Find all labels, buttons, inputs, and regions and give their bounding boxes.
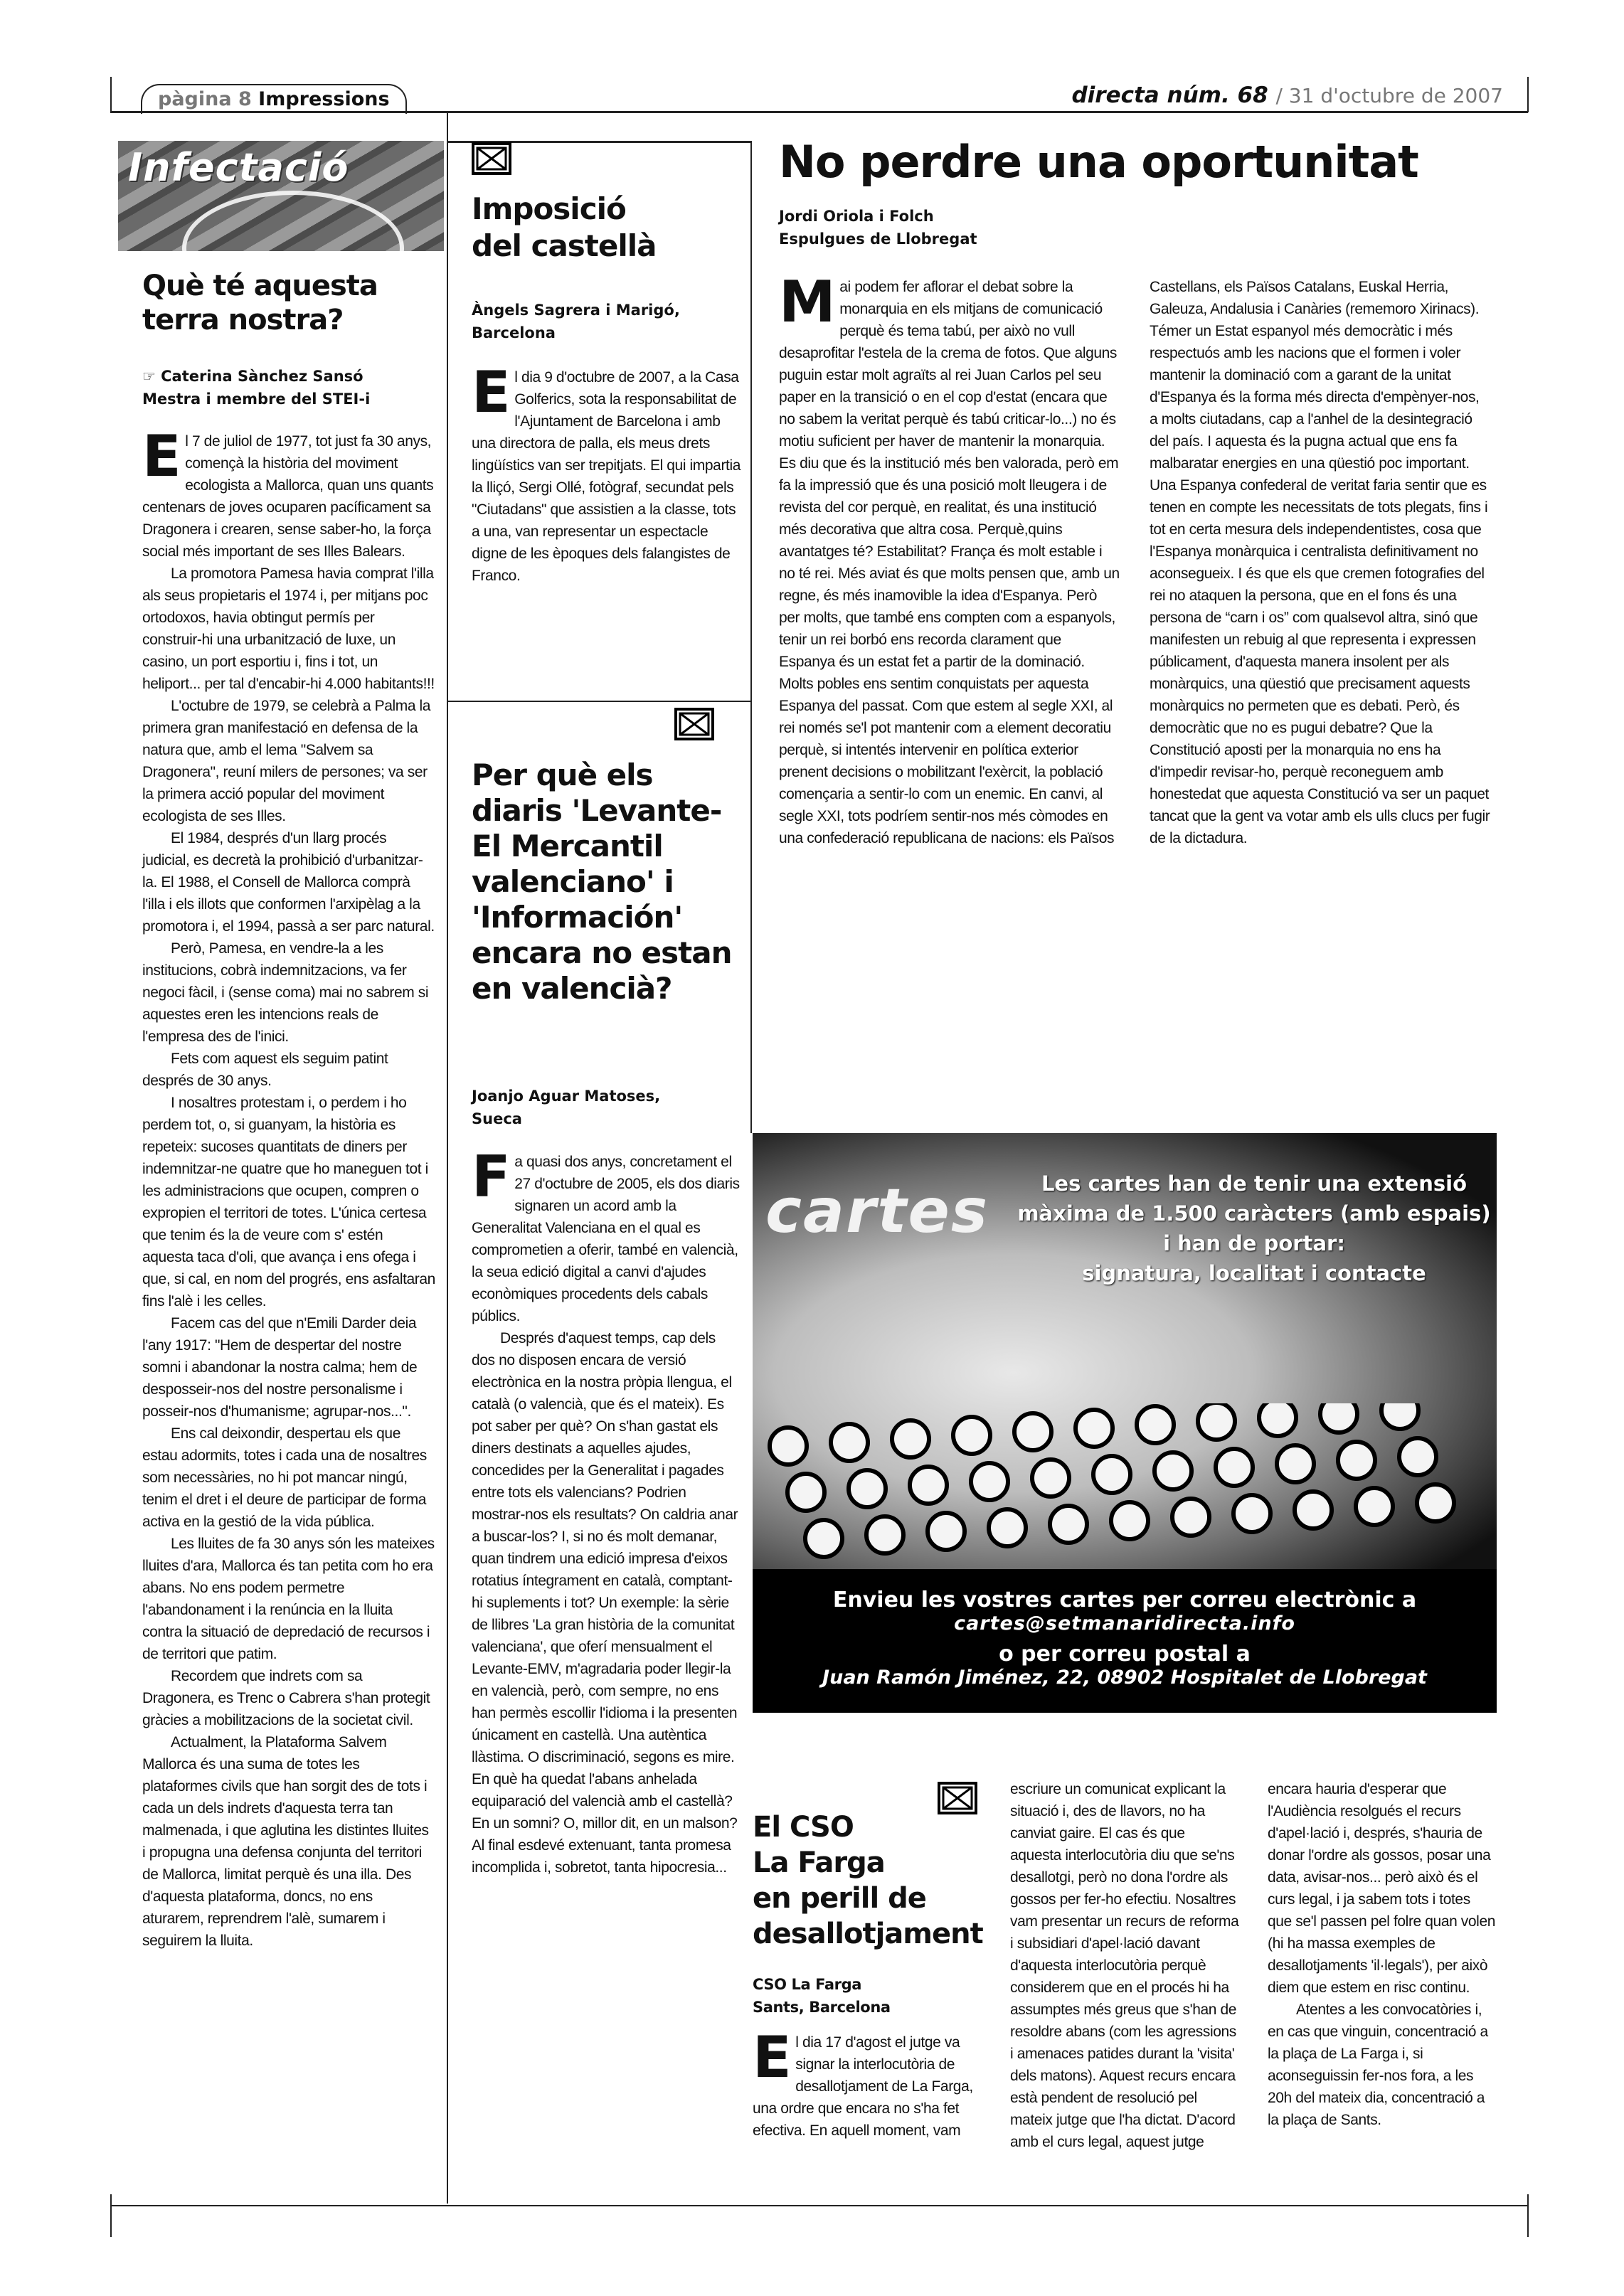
issue-date: / 31 d'octubre de 2007 [1275, 84, 1503, 107]
author-name: Àngels Sagrera i Marigó, [472, 302, 680, 319]
typewriter-key [1417, 1484, 1454, 1521]
article-body [142, 423, 435, 1952]
typewriter-key [910, 1467, 947, 1504]
typewriter-key [1233, 1495, 1270, 1532]
typewriter-key [1093, 1456, 1130, 1493]
author-role: Mestra i membre del STEI-i [142, 390, 371, 408]
paragraph: Fets com aquest els seguim patint després de 30 anys. [142, 1051, 388, 1089]
author-name: CSO La Farga [753, 1976, 861, 1993]
title-line: Imposició [472, 191, 626, 226]
paragraph: El 7 de juliol de 1977, tot just fa 30 anys, començà la història del moviment ecologista a Mallorca, quan uns quants centenars de joves ocuparen pacíficament sa Dragonera i crearen, sense saber-ho, la força social més important de ses Illes Balears. [142, 423, 434, 560]
left-margin-rule-bottom [110, 2194, 112, 2237]
typewriter-key [989, 1509, 1026, 1546]
typewriter-key [928, 1513, 965, 1550]
typewriter-key [1050, 1506, 1087, 1543]
title-line: del castellà [472, 228, 657, 263]
section-name: Impressions [258, 88, 390, 110]
page-section-tab [141, 84, 407, 114]
rule-line: màxima de 1.500 caràcters (amb espais) [1017, 1201, 1491, 1226]
paragraph: Actualment, la Plataforma Salvem Mallorca és una suma de totes les plataformes civils que han sorgit des de tots i cada un dels indrets d'aquesta terra tan malmenada, i que aglutina les distintes lluites i propugna una defensa conjunta del territori de Mallorca, limitat perquè és una illa. Des d'aquesta plataforma, doncs, no ens aturarem, reprendrem l'alè, sumarem i seguirem la lluita. [142, 1734, 429, 1949]
typewriter-key [1137, 1406, 1174, 1443]
title-line: desallotjament [753, 1918, 983, 1950]
article-title [472, 191, 742, 265]
typewriter-key [1277, 1445, 1314, 1482]
typewriter-key [1295, 1492, 1332, 1529]
title-line: en perill de [753, 1882, 926, 1915]
paragraph: Fa quasi dos anys, concretament el 27 d'octubre de 2005, els dos diaris signaren un acord amb la Generalitat Valenciana en el qual es comprometien a oferir, també en valencià, la seua edició digital a canvi d'ajudes econòmiques procedents dels cabals públics. [472, 1144, 740, 1324]
article-byline [472, 1085, 742, 1130]
typewriter-key [1198, 1403, 1235, 1440]
typewriter-key [1111, 1502, 1148, 1539]
article-byline [142, 365, 434, 410]
paragraph: Mai podem fer aflorar el debat sobre la monarquia en els mitjans de comunicació perquè és tema tabú, per això no vull desaprofitar l'estela de la crema de fotos. Que alguns puguin estar molt agraïts al rei Juan Carlos pel seu paper en la transició o en el cop d'estat (encara que no sabem la veritat perquè és tabú criticar-lo...) no és motiu suficient per haver de mantenir la monarquia. Es diu que és la institució més ben valorada, però em fa la impressió que és una posició molt lleugera i de revista del cor perquè, en realitat, és una institució més decorativa que altra cosa. Perquè,quins avantatges té? Estabilitat? França és molt estable i no té rei. Més aviat és que molts pensen que, amb un regne, és més inamovible la idea d'Espanya. Però per molts, que també ens compten com a espanyols, tenir un rei borbó ens recorda clarament que Espanya és un estat fet a partir de la dominació. Molts pobles ens sentim conquistats per aquesta Espanya del passat. Com que estem al segle XXI, al rei només se'l pot mantenir com a element decoratiu perquè, si intentés intervenir en política exterior prenent decisions o mobilitzant l'exèrcit, la població començaria a sentir-lo com un enemic. En canvi, al segle XXI, tots podríem sentir-nos més còmodes en una confederació republicana de nacions: els Països Castellans, els Països Catalans, Euskal Herria, Galeuza, Andalusia i Canàries (rememoro Xirinacs). Témer un Estat espanyol més democràtic i més respectuós amb les nacions que el formen i voler mantenir la dominació com a garant de la unitat d'Espanya és la forma més directa d'empènyer-nos, a molts ciutadans, cap a l'anhel de la desintegració del país. I aquesta és la pugna actual que ens fa malbaratar energies en una qüestió poc important. Una Espanya confederal de veritat faria sentir que es tenen en compte les necessitats de tots plegats, fins i tot en certa mesura dels independentistes, cosa que l'Espanya monàrquica i centralista definitivament no aconsegueix. I és que els que cremen fotografies del rei no ataquen la persona, que en el fons és una persona de “carn i os” com qualsevol altra, sinó que manifesten un rebuig al que representa i expressen públicament, d'aquesta manera insolent per als monàrquics, una qüestió que precisament aquests monàrquics no permeten que es debati. Però, és democràtic que no es pugui debatre? Que la Constitució aposti per la monarquia no ens ha d'impedir revisar-ho, perquè reconeguem amb honestedat que aquesta Constitució va ser un paquet tancat que la gent va votar amb els ulls clucs per fugir de la dictadura. [779, 269, 1490, 846]
paragraph: Les lluites de fa 30 anys són les mateixes lluites d'ara, Mallorca és tan petita com ho era abans. No ens podem permetre l'abandonament i la renúncia en la lluita contra la situació de depredació de recursos i de territori que patim. [142, 1536, 435, 1662]
rule-line: i han de portar: [1163, 1231, 1345, 1255]
article-title: No perdre una oportunitat [779, 136, 1418, 188]
paragraph: El 1984, després d'un llarg procés judicial, es decretà la prohibició d'urbanitzar-la. El 1988, el Consell de Mallorca comprà l'illa i els illots que conformen l'arxipèlag a la promotora i, el 1994, passà a ser parc natural. [142, 830, 435, 935]
paragraph: Recordem que indrets com sa Dragonera, es Trenc o Cabrera s'han protegit gràcies a mobilitzacions de la societat civil. [142, 1668, 430, 1728]
author-name: Joanjo Aguar Matoses, [472, 1088, 661, 1105]
paragraph: El dia 17 d'agost el jutge va signar la interlocutòria de desallotjament de La Farga, una ordre que encara no s'ha fet efectiva. En aquell moment, vam escriure un comunicat explicant la situació i, des de llavors, no ha canviat gaire. El cas és que aquesta interlocutòria diu que se'ns desallotgi, però no dona l'ordre als gossos per fer-ho efectiu. Nosaltres vam presentar un recurs de reforma i subsidiari d'apel·lació davant d'aquesta interlocutòria perquè considerem que en el procés hi ha assumptes més greus que s'han de resoldre abans (com les agressions i amenaces patides durant la 'visita' dels matons). Aquest recurs encara està pendent de resolució pel mateix jutge que l'ha dictat. D'acord amb el curs legal, aquest jutge encara hauria d'esperar que l'Audiència resolgués el recurs d'apel·lació i, després, s'hauria de donar l'ordre als gossos, posar una data, avisar-nos... però això és el curs legal, i ja sabem tots i totes que se'l passen pel folre quan volen (hi ha massa exemples de desallotjaments 'il·legals'), per això diem que estem en risc continu. [753, 1781, 1496, 2150]
paragraph: Després d'aquest temps, cap dels dos no disposen encara de versió electrònica en la nostra pròpia llengua, el català (o valencià, que és el mateix). Es pot saber per què? On s'han gastat els diners destinats a aquelles ajudes, concedides per la Generalitat i pagades entre tots els valencians? Podrien mostrar-nos els resultats? On caldria anar a buscar-los? I, si no és molt demanar, quan tindrem una edició impresa d'eixos rotatius íntegrament en català, comptant-hi suplements i tot? Un exemple: la sèrie de llibres 'La gran història de la comunitat valenciana', que oferí mensualment el Levante-EMV, m'agradaria poder llegir-la en valencià, però, com sempre, no ens han permès escollir l'idioma i la presenten únicament en castellà. Una autèntica llàstima. O discriminació, segons es mire. En què ha quedat l'abans anhelada equiparació del valencià amb el castellà? En un somni? O, millor dit, en un malson? Al final esdevé extenuant, tanta promesa incomplida i, sobretot, tanta hipocresia... [472, 1330, 738, 1876]
column-rule-1 [447, 112, 448, 2204]
letters-contact-band [753, 1578, 1497, 1713]
typewriter-keys-illustration [753, 1403, 1497, 1569]
article-body [472, 359, 742, 587]
article-byline [472, 299, 742, 344]
swirl-decoration [182, 191, 404, 251]
typewriter-key [892, 1420, 929, 1457]
typewriter-key [1381, 1403, 1418, 1429]
column-rule-2 [750, 141, 752, 1133]
typewriter-key [1155, 1452, 1192, 1489]
article-byline [779, 205, 1206, 250]
paragraph: Facem cas del que n'Emili Darder deia l'any 1917: "Hem de despertar del nostre somni i abandonar la nostra calma; hem de desposseir-nos del nostre personalisme i posseir-nos d'humanisme; agrupar-nos...". [142, 1315, 418, 1420]
letters-logo: cartes [765, 1176, 989, 1247]
paragraph: Ens cal deixondir, despertau els que estau adormits, totes i cada una de nosaltres som necessàries, no hi pot mancar ningú, tenim el dret i el deure de participar de forma activa en la gestió de la vida pública. [142, 1425, 427, 1530]
typewriter-key [971, 1463, 1008, 1500]
email-intro: Envieu les vostres cartes per correu electrònic a [832, 1588, 1417, 1612]
paragraph: I nosaltres protestam i, o perdem i ho perdem tot, o, si guanyam, la història es repeteix: sucoses quantitats de diners per indemnitzar-ne quatre que ho maneguen tot i les administracions que ocupen, compren o expropien el territori de totes. L'única certesa que tenim és la de veure com s' estén aquesta taca d'oli, que avança i ens ofega i que, si cal, en nom del progrés, ens asfaltaran fins l'alè i les celles. [142, 1095, 435, 1309]
paragraph: Atentes a les convocatòries i, en cas que vinguin, concentració a la plaça de La Farga i, si aconseguissin fer-nos fora, a les 20h del mateix dia, concentració a la plaça de Sants. [1268, 2002, 1488, 2128]
typewriter-key [1014, 1413, 1051, 1450]
typewriter-key [1259, 1403, 1296, 1436]
article-body [779, 269, 1490, 849]
letter-divider-rule [448, 701, 751, 702]
postal-intro: o per correu postal a [999, 1642, 1251, 1667]
letters-info-box [753, 1133, 1497, 1713]
issue-info [1071, 83, 1503, 108]
column-banner-title: Infectació [128, 145, 349, 190]
postal-address: Juan Ramón Jiménez, 22, 08902 Hospitalet de Llobregat [822, 1667, 1427, 1689]
paragraph: El dia 9 d'octubre de 2007, a la Casa Golferics, sota la responsabilitat de l'Ajuntament de Barcelona i amb una directora de palla, els meus drets lingüístics van ser trepitjats. El qui impartia la lliçó, Sergi Ollé, fotògraf, secundat pels "Ciutadans" que assistien a la classe, tots a una, van representar un espectacle digne de les èpoques dels falangistes de Franco. [472, 359, 741, 584]
left-margin-rule [110, 77, 112, 112]
author-name: Jordi Oriola i Folch [779, 208, 934, 225]
author-location: Sants, Barcelona [753, 1999, 891, 2016]
rule-line: signatura, localitat i contacte [1082, 1261, 1426, 1285]
article-title: Per què els diaris 'Levante-El Mercantil valenciano' i 'Información' encara no estan en valencià? [472, 758, 732, 1006]
rule-line: Les cartes han de tenir una extensió [1041, 1171, 1468, 1196]
envelope-icon [674, 708, 714, 740]
article-byline [753, 1973, 982, 2019]
typewriter-key [787, 1474, 824, 1511]
column-banner-image [118, 141, 444, 251]
right-margin-rule [1527, 77, 1529, 112]
typewriter-key [1356, 1488, 1393, 1525]
typewriter-key [953, 1417, 990, 1454]
author-name: ☞ Caterina Sànchez Sansó [142, 368, 363, 385]
article-title [753, 1809, 982, 1952]
paragraph: L'octubre de 1979, se celebrà a Palma la primera gran manifestació en defensa de la natura que, amb el lema "Salvem sa Dragonera", reuní milers de persones; va ser la primera acció popular del moviment ecologista de ses Illes. [142, 698, 431, 824]
typewriter-key [831, 1424, 868, 1461]
title-line: La Farga [753, 1846, 885, 1879]
typewriter-key [849, 1470, 886, 1507]
article-body [472, 1144, 742, 1878]
paragraph: Però, Pamesa, en vendre-la a les institucions, cobrà indemnitzacions, va fer negoci fàcil, i (sense coma) mai no sabrem si aquestes eren les intencions reals de l'empresa des de l'inici. [142, 940, 429, 1045]
typewriter-key [1216, 1449, 1253, 1486]
letters-rules [1016, 1169, 1492, 1288]
typewriter-key [1320, 1403, 1357, 1433]
paragraph: La promotora Pamesa havia comprat l'illa als seus propietaris el 1974 i, per mitjans poc ortodoxos, havia obtingut permís per construir-hi una urbanització de luxe, un casino, un port esportiu i, fins i tot, un heliport... per tal d'encabir-hi 4.000 habitants!!! [142, 565, 435, 692]
title-line: El CSO [753, 1811, 854, 1844]
author-location: Espulgues de Llobregat [779, 230, 977, 248]
author-location: Barcelona [472, 324, 556, 341]
article-farga [753, 1778, 1497, 2153]
typewriter-key [1172, 1499, 1209, 1536]
article-body [753, 1778, 1497, 2153]
typewriter-key [1338, 1442, 1375, 1479]
footer-rule [110, 2205, 1528, 2206]
page-number: pàgina 8 [158, 88, 252, 110]
typewriter-key [1399, 1438, 1436, 1475]
author-location: Sueca [472, 1110, 522, 1127]
typewriter-key [1032, 1460, 1069, 1497]
right-margin-rule-bottom [1527, 2194, 1529, 2237]
article-title: Què té aquesta terra nostra? [142, 270, 378, 336]
publication-name: directa núm. 68 [1071, 83, 1268, 108]
email-address[interactable]: cartes@setmanaridirecta.info [954, 1612, 1295, 1635]
typewriter-key [866, 1516, 903, 1553]
envelope-icon [472, 142, 511, 175]
typewriter-key [770, 1428, 807, 1465]
typewriter-key [1076, 1410, 1113, 1447]
typewriter-key [805, 1520, 842, 1557]
